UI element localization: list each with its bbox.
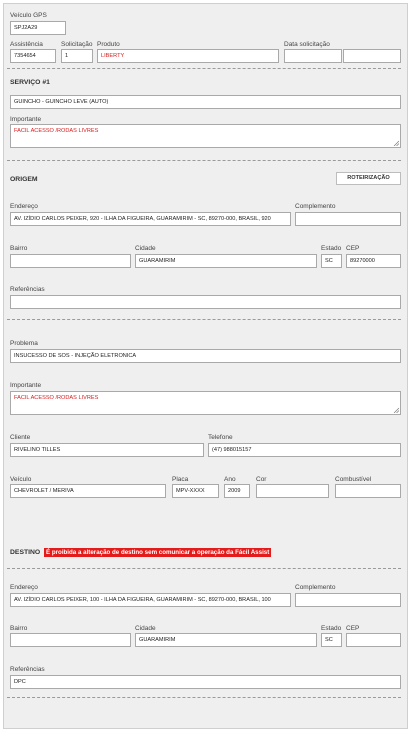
- placa-label: Placa: [172, 476, 189, 483]
- destino-title: DESTINO: [10, 549, 41, 556]
- servico-importante-textarea[interactable]: [10, 124, 401, 148]
- destino-estado-label: Estado: [321, 625, 342, 632]
- veiculo-label: Veículo: [10, 476, 32, 483]
- origem-endereco-field[interactable]: AV. IZÍDIO CARLOS PEIXER, 920 - ILHA DA FIGUEIRA, GUARAMIRIM - SC, 89270-000, BRASIL, 920: [10, 212, 291, 226]
- destino-cep-label: CEP: [346, 625, 360, 632]
- destino-referencias-field[interactable]: DPC: [10, 675, 401, 689]
- origem-estado-field[interactable]: SC: [321, 254, 342, 268]
- origem-complemento-field[interactable]: [295, 212, 401, 226]
- divider: [7, 160, 401, 161]
- divider: [7, 319, 401, 320]
- problema-label: Problema: [10, 340, 38, 347]
- solicitacao-field[interactable]: 1: [61, 49, 93, 63]
- roteirizacao-button[interactable]: ROTEIRIZAÇÃO: [336, 172, 401, 185]
- destino-bairro-label: Bairro: [10, 625, 28, 632]
- origem-title: ORIGEM: [10, 176, 38, 183]
- origem-cidade-field[interactable]: GUARAMIRIM: [135, 254, 317, 268]
- destino-warning-badge: É proibida a alteração de destino sem comunicar a operação da Fácil Assist: [46, 549, 270, 556]
- origem-endereco-label: Endereço: [10, 203, 38, 210]
- assistencia-label: Assistência: [10, 41, 43, 48]
- origem-referencias-label: Referências: [10, 286, 45, 293]
- assistencia-field[interactable]: 7354654: [10, 49, 56, 63]
- telefone-field[interactable]: (47) 988015157: [208, 443, 401, 457]
- origem-cep-field[interactable]: 89270000: [346, 254, 401, 268]
- problema-importante-label: Importante: [10, 382, 42, 389]
- veiculo-field[interactable]: CHEVROLET / MERIVA: [10, 484, 166, 498]
- ano-field[interactable]: 2009: [224, 484, 250, 498]
- resize-grip-icon[interactable]: [393, 407, 399, 413]
- destino-endereco-field[interactable]: AV. IZÍDIO CARLOS PEIXER, 100 - ILHA DA FIGUEIRA, GUARAMIRIM - SC, 89270-000, BRASIL, 100: [10, 593, 291, 607]
- cliente-label: Cliente: [10, 434, 31, 441]
- problema-importante-textarea[interactable]: [10, 391, 401, 415]
- combustivel-field[interactable]: [335, 484, 401, 498]
- origem-cidade-label: Cidade: [135, 245, 156, 252]
- servico-title: SERVIÇO #1: [10, 79, 50, 86]
- problema-importante-text: FACIL ACESSO /RODAS LIVRES: [14, 395, 99, 401]
- produto-label: Produto: [97, 41, 120, 48]
- servico-importante-label: Importante: [10, 116, 42, 123]
- origem-referencias-field[interactable]: [10, 295, 401, 309]
- problema-field[interactable]: INSUCESSO DE SOS - INJEÇÃO ELETRONICA: [10, 349, 401, 363]
- divider: [7, 697, 401, 698]
- cor-label: Cor: [256, 476, 267, 483]
- destino-estado-field[interactable]: SC: [321, 633, 342, 647]
- data-solicitacao-field[interactable]: [284, 49, 342, 63]
- vehicle-gps-field[interactable]: SPJ2A29: [10, 21, 66, 35]
- telefone-label: Telefone: [208, 434, 233, 441]
- origem-cep-label: CEP: [346, 245, 360, 252]
- origem-complemento-label: Complemento: [295, 203, 336, 210]
- vehicle-gps-label: Veículo GPS: [10, 12, 47, 19]
- divider: [7, 568, 401, 569]
- resize-grip-icon[interactable]: [393, 140, 399, 146]
- destino-endereco-label: Endereço: [10, 584, 38, 591]
- origem-bairro-label: Bairro: [10, 245, 28, 252]
- solicitacao-label: Solicitação: [61, 41, 93, 48]
- servico-importante-text: FACIL ACESSO /RODAS LIVRES: [14, 128, 99, 134]
- origem-estado-label: Estado: [321, 245, 342, 252]
- produto-field[interactable]: LIBERTY: [97, 49, 279, 63]
- ano-label: Ano: [224, 476, 236, 483]
- destino-cep-field[interactable]: [346, 633, 401, 647]
- data-solicitacao-label: Data solicitação: [284, 41, 330, 48]
- destino-complemento-label: Complemento: [295, 584, 336, 591]
- servico-field[interactable]: GUINCHO - GUINCHO LEVE (AUTO): [10, 95, 401, 109]
- placa-field[interactable]: MPV-XXXX: [172, 484, 219, 498]
- combustivel-label: Combustível: [335, 476, 372, 483]
- destino-cidade-field[interactable]: GUARAMIRIM: [135, 633, 317, 647]
- destino-referencias-label: Referências: [10, 666, 45, 673]
- cliente-field[interactable]: RIVELINO TILLES: [10, 443, 204, 457]
- hora-solicitacao-field[interactable]: [343, 49, 401, 63]
- form-panel: [3, 3, 408, 729]
- cor-field[interactable]: [256, 484, 329, 498]
- destino-complemento-field[interactable]: [295, 593, 401, 607]
- divider: [7, 68, 401, 69]
- destino-cidade-label: Cidade: [135, 625, 156, 632]
- origem-bairro-field[interactable]: [10, 254, 131, 268]
- destino-bairro-field[interactable]: [10, 633, 131, 647]
